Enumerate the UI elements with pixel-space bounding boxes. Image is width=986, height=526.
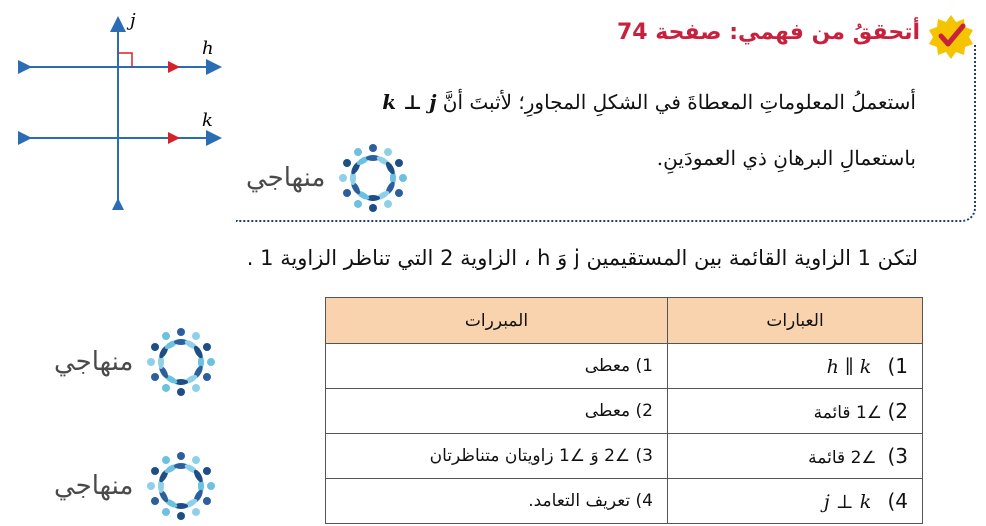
statement-cell: 3) ∠2 قائمة <box>668 434 923 479</box>
header-statements: العبارات <box>668 298 923 344</box>
logo-figure-head <box>162 508 170 516</box>
logo-figure-head <box>369 204 377 212</box>
logo-figure-head <box>192 508 200 516</box>
logo-figure-head <box>207 482 215 490</box>
table-row <box>326 389 923 434</box>
manhaji-logo-icon <box>141 446 221 526</box>
logo-figure-head <box>162 456 170 464</box>
logo-figure-head <box>151 343 159 351</box>
proof-table <box>325 297 923 524</box>
statement-cell: 4) j ⊥ k <box>668 479 923 524</box>
right-angle-mark <box>118 53 132 67</box>
logo-figure-head <box>162 332 170 340</box>
table-row <box>326 479 923 524</box>
table-row <box>326 344 923 389</box>
logo-figure-head <box>192 384 200 392</box>
logo-text: منهاجي <box>246 163 326 193</box>
label-h: h <box>202 38 214 59</box>
logo-figure-head <box>147 482 155 490</box>
logo-figure-head <box>192 332 200 340</box>
logo-figure-head <box>354 200 362 208</box>
task-math: k ⊥ j <box>382 90 437 114</box>
logo-figure-head <box>192 456 200 464</box>
statement-cell: 2) ∠1 قائمة <box>668 389 923 434</box>
reason-cell: 1) معطى <box>326 344 668 389</box>
manhaji-logo <box>54 322 221 402</box>
logo-text: منهاجي <box>54 347 134 377</box>
logo-figure-head <box>151 373 159 381</box>
logo-figure-head <box>177 328 185 336</box>
logo-figure-head <box>177 512 185 520</box>
logo-figure-head <box>207 358 215 366</box>
manhaji-logo-icon <box>141 322 221 402</box>
logo-figure-head <box>151 497 159 505</box>
task-text-1: أستعملُ المعلوماتِ المعطاةَ في الشكلِ المجاورِ؛ لأثبتَ أنَّ <box>442 90 916 114</box>
table-header-row <box>326 298 923 344</box>
task-line-2: باستعمالِ البرهانِ ذي العمودَينِ. <box>656 146 916 170</box>
logo-figure-head <box>354 148 362 156</box>
manhaji-logo <box>246 138 413 218</box>
logo-figure-head <box>395 159 403 167</box>
header-reasons: المبررات <box>326 298 668 344</box>
proof-statement: لتكن 1 الزاوية القائمة بين المستقيمين j وَ h ، الزاوية 2 التي تناظر الزاوية 1 . <box>246 246 918 270</box>
logo-figure-head <box>369 144 377 152</box>
logo-figure-head <box>343 189 351 197</box>
logo-figure-head <box>177 388 185 396</box>
table-row <box>326 434 923 479</box>
logo-figure-head <box>395 189 403 197</box>
logo-figure-head <box>203 497 211 505</box>
logo-figure-head <box>177 452 185 460</box>
label-j: j <box>130 10 136 31</box>
logo-figure-head <box>399 174 407 182</box>
parallel-mark-h <box>168 61 180 73</box>
section-title: أتحققُ من فهمي: صفحة 74 <box>616 20 920 45</box>
reason-cell: 2) معطى <box>326 389 668 434</box>
logo-figure-head <box>203 467 211 475</box>
logo-figure-head <box>384 148 392 156</box>
logo-figure-head <box>339 174 347 182</box>
logo-figure-head <box>384 200 392 208</box>
logo-figure-head <box>343 159 351 167</box>
logo-figure-head <box>147 358 155 366</box>
reason-cell: 3) ∠2 وَ ∠1 زاويتان متناظرتان <box>326 434 668 479</box>
logo-figure-head <box>203 373 211 381</box>
logo-figure-head <box>162 384 170 392</box>
parallel-mark-k <box>168 132 180 144</box>
logo-figure-head <box>151 467 159 475</box>
geometry-figure <box>18 10 228 210</box>
label-k: k <box>202 110 213 131</box>
logo-text: منهاجي <box>54 471 134 501</box>
logo-figure-head <box>203 343 211 351</box>
task-line-1 <box>382 90 916 114</box>
manhaji-logo <box>54 446 221 526</box>
reason-cell: 4) تعريف التعامد. <box>326 479 668 524</box>
statement-cell: 1) h ∥ k <box>668 344 923 389</box>
manhaji-logo-icon <box>333 138 413 218</box>
